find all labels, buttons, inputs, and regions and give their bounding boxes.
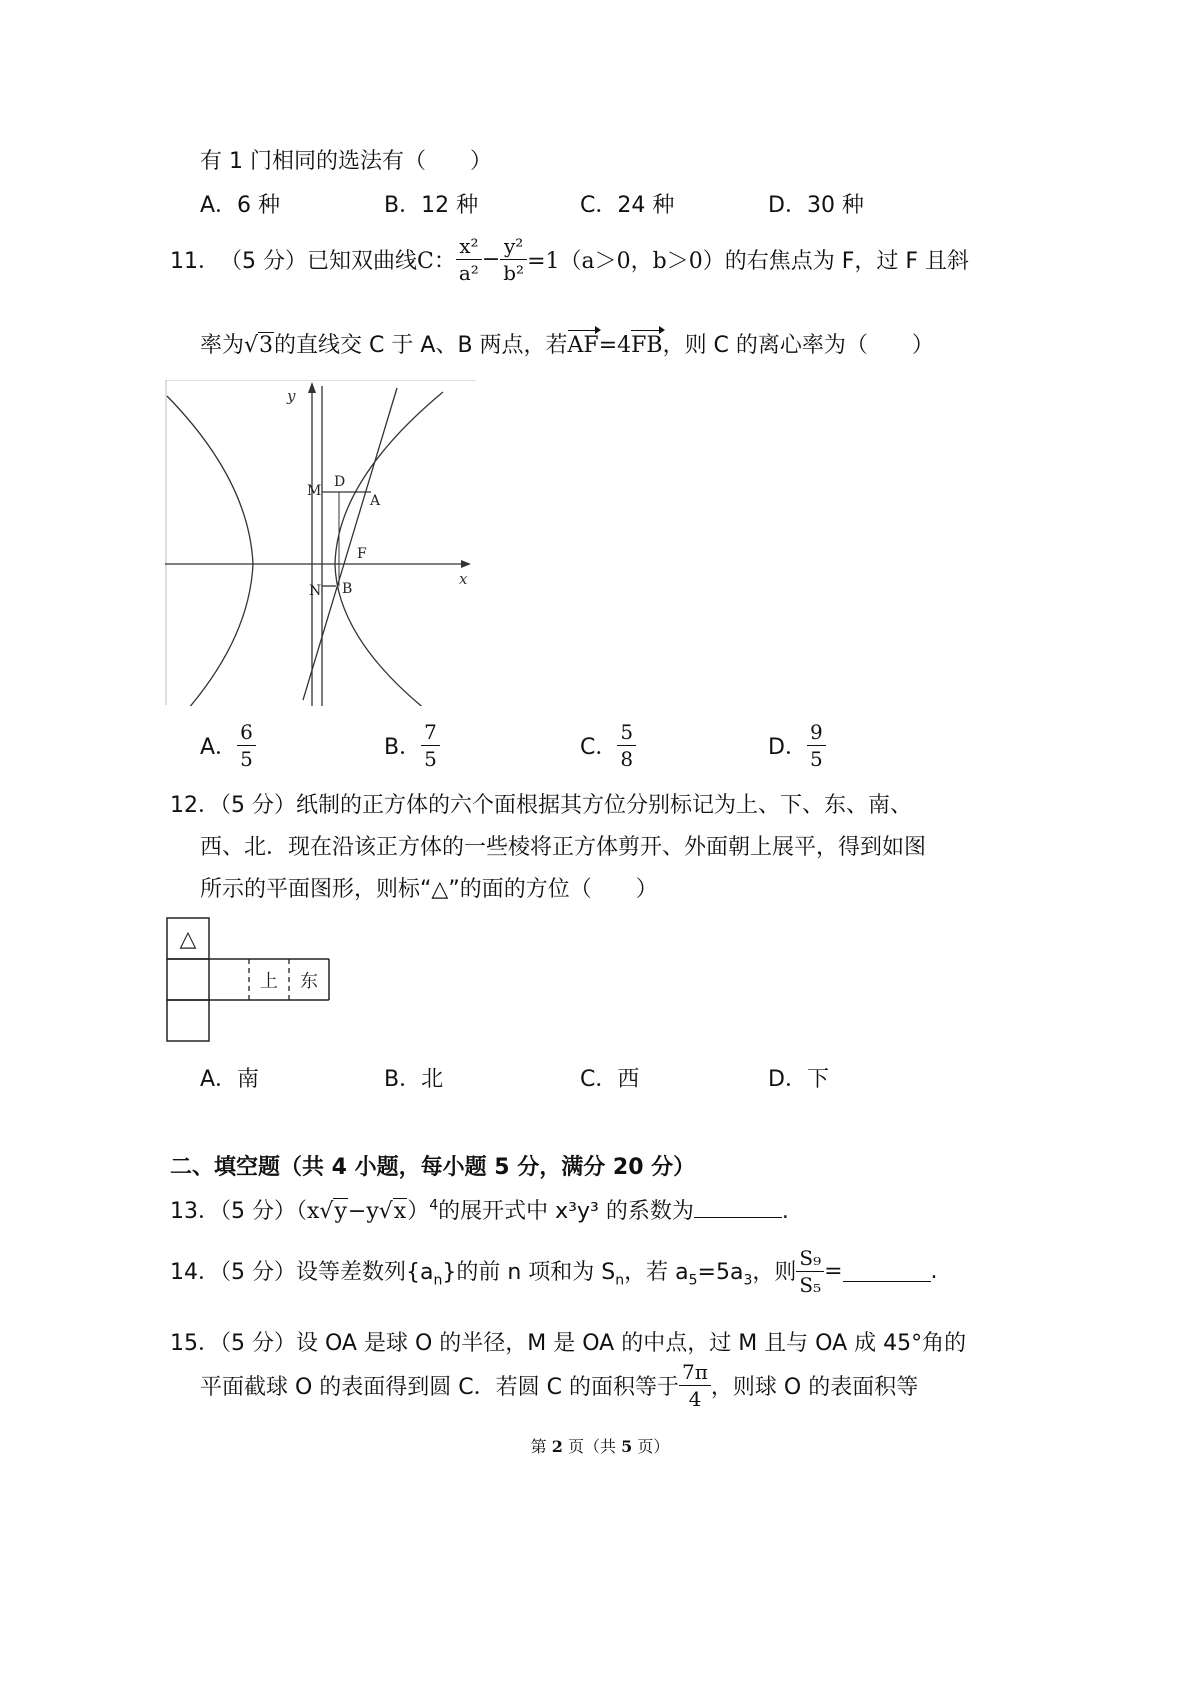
q11-option-b-letter: B． bbox=[384, 735, 422, 760]
q13-answer-blank bbox=[694, 1197, 782, 1218]
q13-sqrt-x-radicand: x bbox=[393, 1199, 407, 1224]
q14-frac bbox=[796, 1248, 824, 1295]
q11-option-d-num: 9 bbox=[807, 722, 826, 746]
q12-option-d: D．下 bbox=[768, 1067, 829, 1092]
q14-mid3: =5a bbox=[697, 1259, 744, 1285]
q11-option-b bbox=[384, 722, 440, 769]
q11-line2 bbox=[200, 328, 934, 359]
q13-sqrt-y-radicand: y bbox=[334, 1199, 347, 1224]
label-x: x bbox=[459, 570, 468, 588]
q13-mid: −y bbox=[347, 1199, 379, 1224]
q12-option-a: A．南 bbox=[200, 1067, 260, 1092]
label-D: D bbox=[334, 474, 346, 490]
q14-text bbox=[170, 1255, 796, 1288]
q11-option-a-letter: A． bbox=[200, 735, 238, 760]
footer-pre: 第 bbox=[530, 1437, 552, 1456]
label-M: M bbox=[307, 483, 322, 499]
q10-option-b: B．12 种 bbox=[384, 193, 479, 218]
net-label-east: 东 bbox=[300, 971, 318, 992]
q14-sub-n: n bbox=[433, 1272, 443, 1289]
q14-mid2: ，若 a bbox=[624, 1259, 689, 1285]
q12-option-c: C．西 bbox=[580, 1067, 640, 1092]
q13-sqrt-y: √y bbox=[319, 1199, 347, 1224]
q13-sqrt-x: √x bbox=[378, 1199, 407, 1224]
q11-eq4: =4 bbox=[598, 333, 632, 358]
label-F: F bbox=[357, 546, 367, 562]
q14-pre: 14．（5 分）设等差数列{a bbox=[170, 1259, 434, 1285]
q13-end: . bbox=[781, 1199, 789, 1224]
q13 bbox=[170, 1194, 789, 1225]
q13-close: ） bbox=[407, 1199, 430, 1224]
q14-frac-den: S₅ bbox=[799, 1273, 822, 1297]
q14-mid1: }的前 n 项和为 S bbox=[442, 1259, 616, 1285]
q15-frac-den: 4 bbox=[688, 1387, 702, 1411]
q15-frac bbox=[679, 1362, 711, 1409]
net-triangle-mark: △ bbox=[179, 927, 197, 952]
q14-sub-3: 3 bbox=[743, 1272, 753, 1289]
q11-option-d-frac bbox=[807, 722, 826, 769]
q11-frac-x-den: a² bbox=[458, 261, 479, 285]
q10-option-a: A．6 种 bbox=[200, 193, 281, 218]
footer-post: 页） bbox=[632, 1437, 670, 1456]
q11-minus: − bbox=[481, 247, 501, 272]
q11-stem-post: 的右焦点为 F，过 F 且斜 bbox=[724, 249, 969, 274]
q11-option-c-num: 5 bbox=[617, 722, 636, 746]
footer-total-pages: 5 bbox=[621, 1437, 633, 1456]
net-face-middle-left bbox=[167, 959, 209, 1000]
q11-number: 11． bbox=[170, 249, 220, 274]
label-A: A bbox=[370, 493, 381, 509]
q11-line1 bbox=[170, 236, 969, 283]
q11-option-c-letter: C． bbox=[580, 735, 618, 760]
q11-line2-mid: 的直线交 C 于 A、B 两点，若 bbox=[274, 333, 568, 358]
q13-post: 的展开式中 x³y³ 的系数为 bbox=[438, 1199, 694, 1224]
q11-option-b-den: 5 bbox=[424, 747, 437, 771]
q11-option-a-frac bbox=[237, 722, 256, 769]
q14-eq: = bbox=[824, 1259, 843, 1284]
q11-frac-y bbox=[500, 236, 527, 283]
q12-option-b: B．北 bbox=[384, 1067, 444, 1092]
q11-sqrt3-radicand: 3 bbox=[259, 333, 274, 358]
q11-option-c bbox=[580, 722, 636, 769]
q11-option-d bbox=[768, 722, 826, 769]
focal-chord-line bbox=[303, 388, 397, 700]
q14-answer-blank bbox=[843, 1261, 931, 1282]
q11-stem-pre: 已知双曲线 bbox=[307, 249, 418, 274]
q10-option-d: D．30 种 bbox=[768, 193, 864, 218]
q11-option-a bbox=[200, 722, 256, 769]
q10-option-c: C．24 种 bbox=[580, 193, 675, 218]
footer-page-number: 2 bbox=[551, 1437, 563, 1456]
net-face-bottom bbox=[167, 1000, 209, 1041]
q11-option-d-letter: D． bbox=[768, 735, 807, 760]
page-footer bbox=[0, 1434, 1200, 1457]
q11-option-b-frac bbox=[421, 722, 440, 769]
label-N: N bbox=[309, 583, 322, 599]
q11-curve-label: C： bbox=[417, 249, 456, 274]
q11-score: （5 分） bbox=[220, 249, 307, 274]
hyperbola-figure bbox=[165, 380, 477, 706]
q14-mid4: ，则 bbox=[752, 1259, 797, 1285]
q11-option-c-den: 8 bbox=[620, 747, 634, 771]
q14-frac-num: S₉ bbox=[796, 1248, 824, 1272]
q14 bbox=[170, 1248, 938, 1295]
q15-line1: 15．（5 分）设 OA 是球 O 的半径，M 是 OA 的中点，过 M 且与 OA 成 45°角的 bbox=[170, 1331, 967, 1356]
q11-vector-fb: FB bbox=[631, 333, 663, 358]
q11-frac-y-den: b² bbox=[503, 261, 525, 285]
q11-option-a-num: 6 bbox=[237, 722, 256, 746]
q11-option-a-den: 5 bbox=[240, 747, 253, 771]
q15-frac-num: 7π bbox=[679, 1362, 711, 1386]
q11-option-d-den: 5 bbox=[809, 747, 823, 771]
q12-line3: 所示的平面图形，则标“△”的面的方位（ ） bbox=[200, 877, 658, 902]
q12-line2: 西、北．现在沿该正方体的一些棱将正方体剪开、外面朝上展平，得到如图 bbox=[200, 835, 927, 860]
q11-sqrt3: √3 bbox=[244, 333, 274, 358]
cube-net-figure bbox=[165, 916, 335, 1046]
q11-vector-af: AF bbox=[567, 333, 599, 358]
q11-option-b-num: 7 bbox=[421, 722, 440, 746]
q13-number: 13．（5 分） bbox=[170, 1199, 296, 1224]
q14-end: . bbox=[930, 1259, 938, 1284]
q13-open: （x bbox=[296, 1199, 320, 1224]
q13-power: 4 bbox=[429, 1197, 439, 1214]
q15-line2 bbox=[200, 1362, 918, 1409]
q11-frac-x bbox=[456, 236, 482, 283]
q11-equation-condition: =1（a＞0，b＞0） bbox=[527, 249, 725, 274]
hyperbola-left-branch bbox=[167, 396, 253, 706]
q11-frac-x-num: x² bbox=[456, 236, 482, 260]
hyperbola-right-branch bbox=[335, 392, 455, 706]
x-axis-arrow bbox=[461, 560, 471, 568]
section-2-heading: 二、填空题（共 4 小题，每小题 5 分，满分 20 分） bbox=[170, 1155, 696, 1180]
label-B: B bbox=[342, 581, 353, 597]
label-y: y bbox=[287, 387, 296, 405]
q10-continuation: 有 1 门相同的选法有（ ） bbox=[200, 149, 492, 174]
q11-option-c-frac bbox=[617, 722, 636, 769]
q14-sub-n2: n bbox=[615, 1272, 625, 1289]
q11-line2-post: ，则 C 的离心率为（ ） bbox=[662, 333, 934, 358]
q15-line2-pre: 平面截球 O 的表面得到圆 C．若圆 C 的面积等于 bbox=[200, 1375, 680, 1400]
q11-frac-y-num: y² bbox=[500, 236, 527, 260]
net-label-up: 上 bbox=[260, 971, 278, 992]
q15-line2-post: ，则球 O 的表面积等 bbox=[710, 1375, 919, 1400]
q14-sub-5: 5 bbox=[688, 1272, 698, 1289]
q11-line2-pre: 率为 bbox=[200, 333, 245, 358]
y-axis-arrow bbox=[308, 382, 316, 393]
q12-line1: 12．（5 分）纸制的正方体的六个面根据其方位分别标记为上、下、东、南、 bbox=[170, 793, 912, 818]
footer-mid: 页（共 bbox=[562, 1437, 622, 1456]
